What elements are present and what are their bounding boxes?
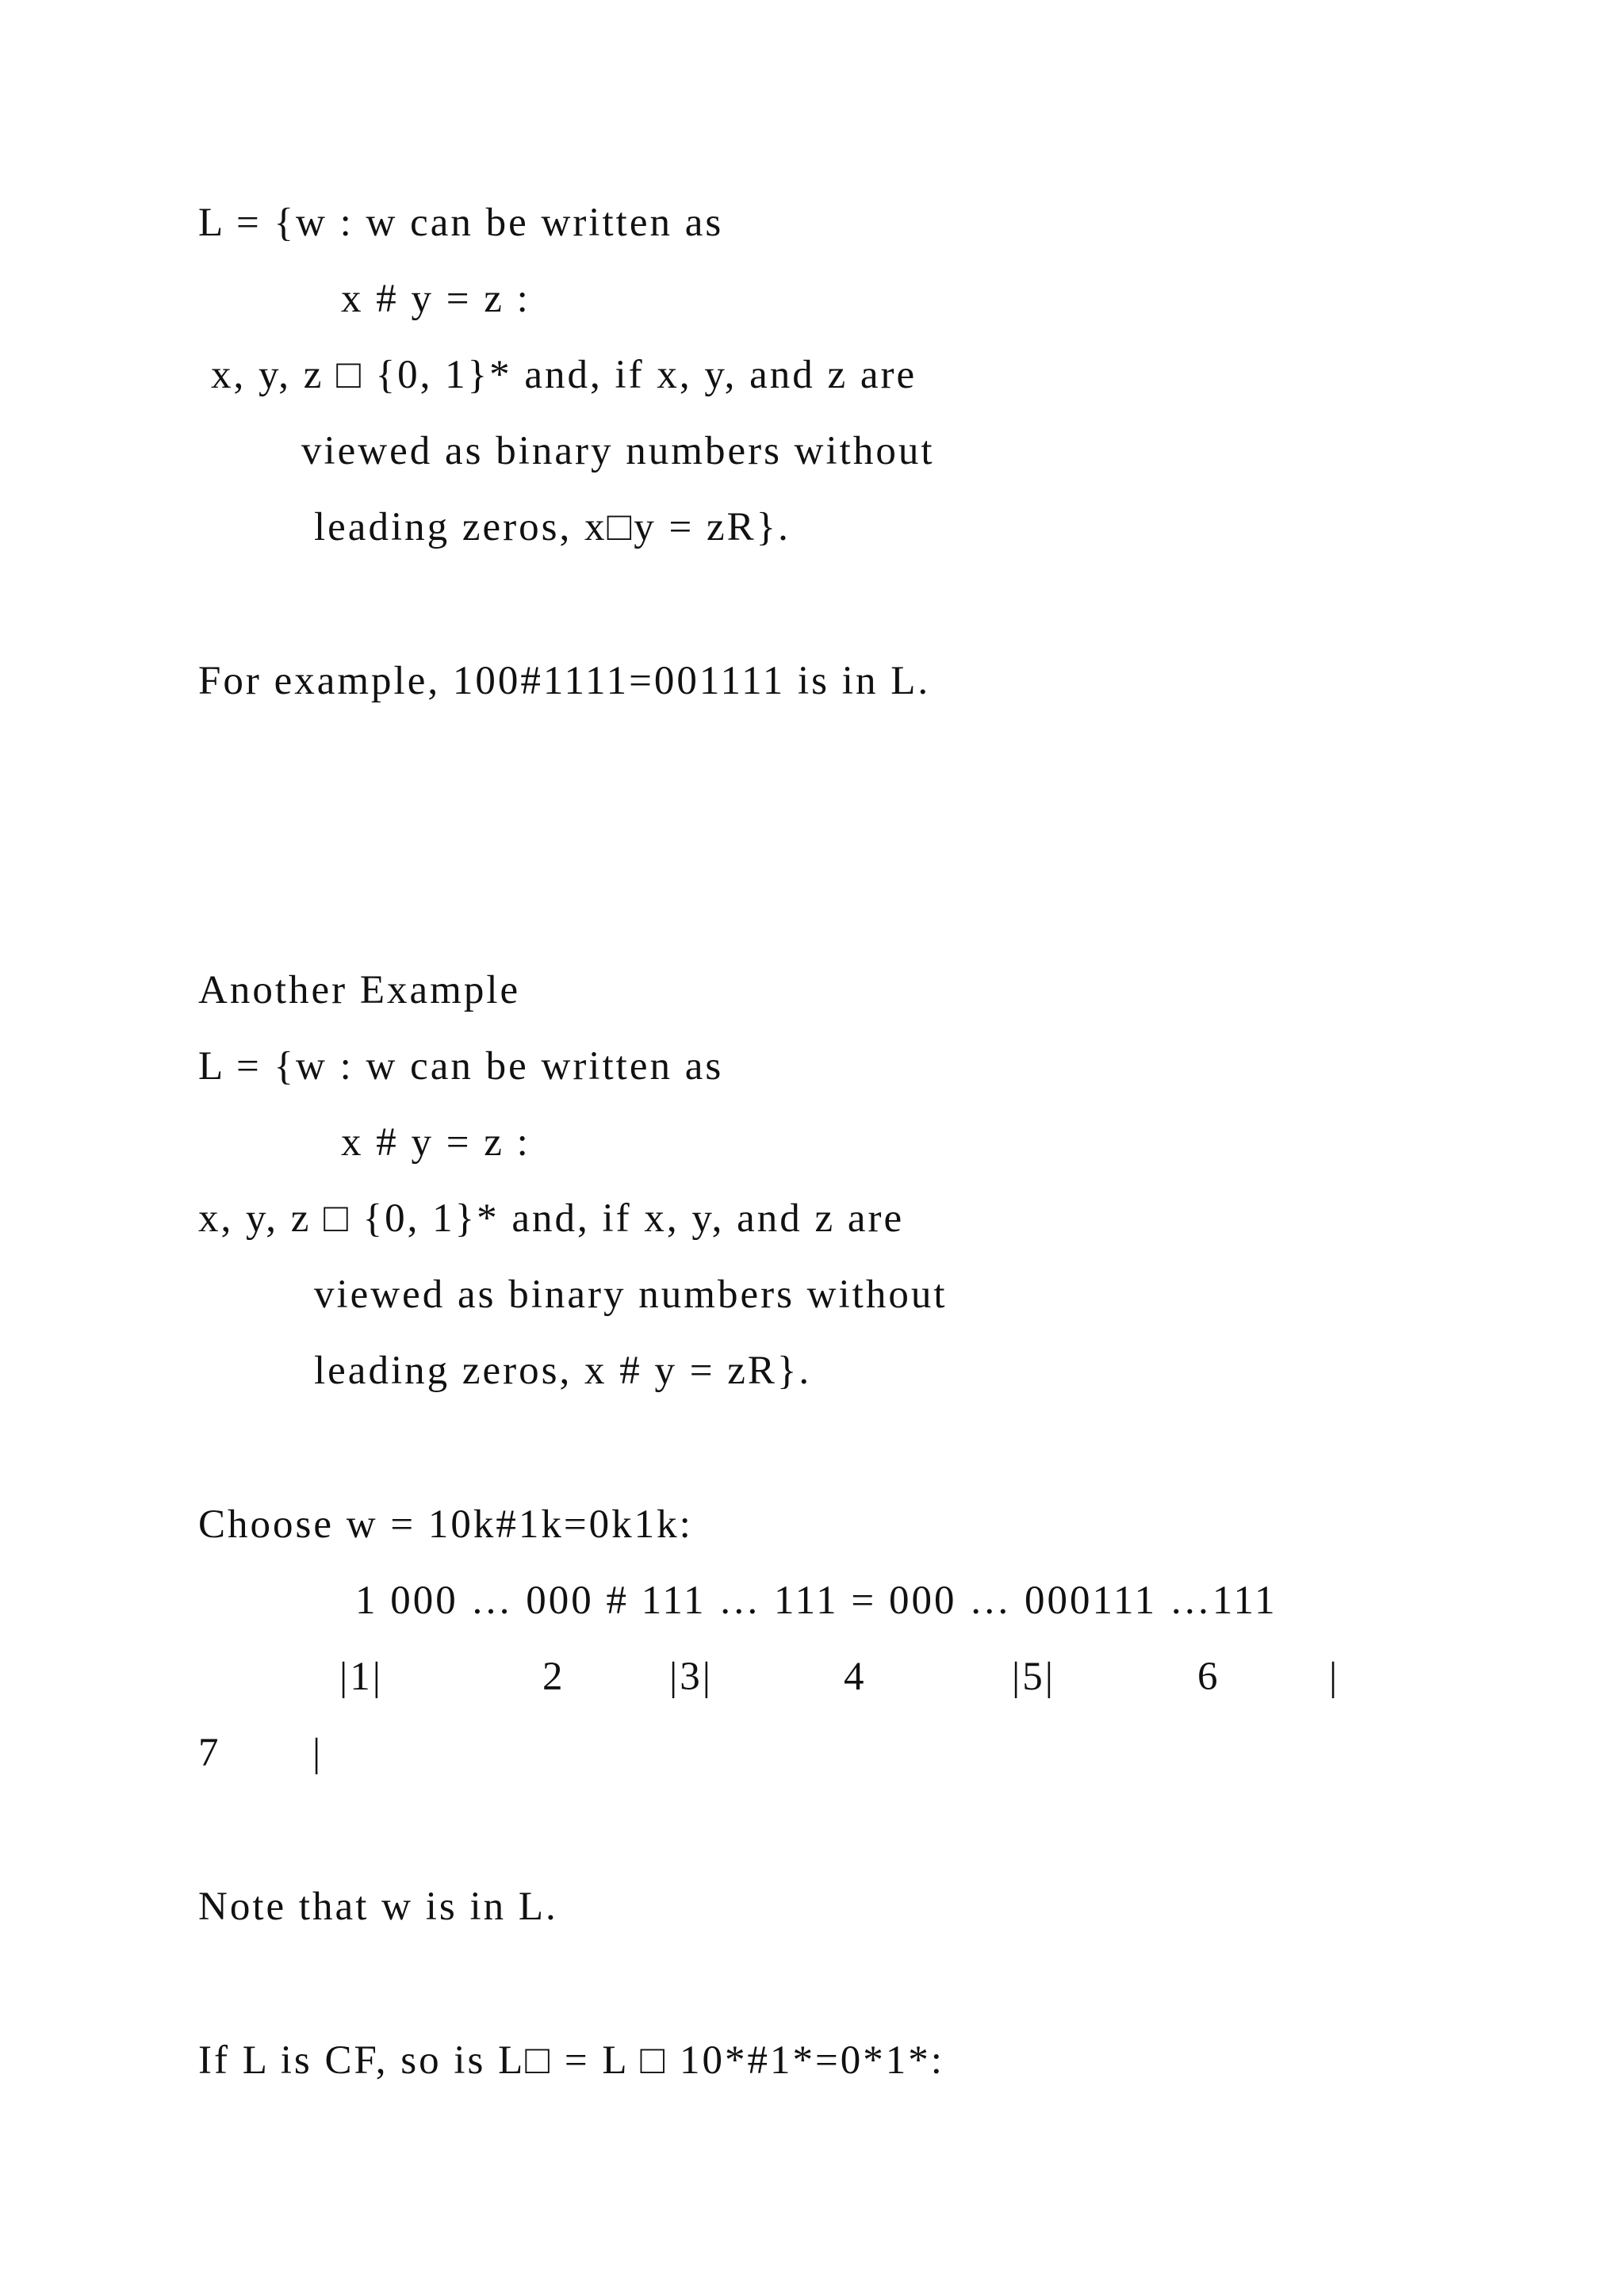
choose-line: Choose w = 10k#1k=0k1k: [198,1502,693,1547]
segment-label: |5| [1012,1655,1055,1699]
definition-line-3: x, y, z □ {0, 1}* and, if x, y, and z are [211,353,917,397]
definition-line-5: leading zeros, x□y = zR}. [314,505,791,549]
definition2-line-5: leading zeros, x # y = zR}. [314,1349,812,1393]
segment-label: |1| [339,1655,383,1699]
definition2-line-2: x # y = z : [341,1120,530,1165]
segment-label: 2 [542,1655,565,1699]
definition-line-2: x # y = z : [341,277,530,321]
example-line: For example, 100#1111=001111 is in L. [198,659,931,703]
definition2-line-1: L = {w : w can be written as [198,1044,724,1089]
closure-line: If L is CF, so is L□ = L □ 10*#1*=0*1*: [198,2038,944,2083]
segment-label: | [1329,1655,1340,1699]
definition2-line-3: x, y, z □ {0, 1}* and, if x, y, and z are [198,1196,905,1241]
segment-label: 4 [844,1655,867,1699]
section-heading: Another Example [198,968,521,1012]
definition-line-4: viewed as binary numbers without [301,429,935,473]
definition-line-1: L = {w : w can be written as [198,201,724,245]
definition2-line-4: viewed as binary numbers without [314,1272,948,1317]
note-line: Note that w is in L. [198,1885,558,1929]
string-expansion-line: 1 000 … 000 # 111 … 111 = 000 … 000111 …111 [355,1578,1277,1623]
segment-label: 6 [1197,1655,1220,1699]
segment-label: | [312,1731,324,1775]
segment-label: |3| [669,1655,713,1699]
segment-label: 7 [198,1731,221,1775]
